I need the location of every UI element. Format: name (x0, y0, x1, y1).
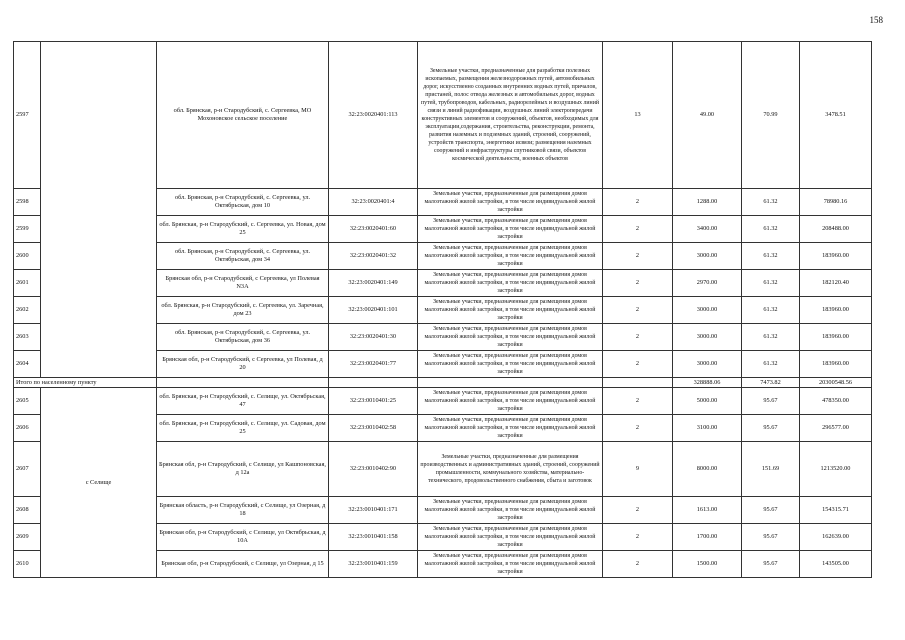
rate-cell: 95.67 (742, 415, 800, 442)
total-cad-cell (329, 378, 418, 388)
address-cell: обл. Брянская, р-н Стародубский, с. Сергеевка, ул. Октябрьская, дом 36 (157, 324, 329, 351)
row-number: 2599 (14, 216, 41, 243)
row-number: 2601 (14, 270, 41, 297)
area-cell: 3000.00 (673, 297, 742, 324)
land-use-type-cell: Земельные участки, предназначенные для размещения домов малоэтажной жилой застройки, в том числе индивидуальной жилой застройки (418, 189, 603, 216)
total-row (14, 378, 872, 388)
rate-cell: 95.67 (742, 524, 800, 551)
cadastral-number-cell: 32:23:0020401:32 (329, 243, 418, 270)
cadastral-value-cell: 162639.00 (800, 524, 872, 551)
row-number: 2610 (14, 551, 41, 578)
class-code-cell: 2 (603, 351, 673, 378)
area-cell: 3400.00 (673, 216, 742, 243)
land-use-type-cell: Земельные участки, предназначенные для размещения домов малоэтажной жилой застройки, в том числе индивидуальной жилой застройки (418, 497, 603, 524)
total-class-cell (603, 378, 673, 388)
area-cell: 5000.00 (673, 388, 742, 415)
table-row (14, 388, 872, 415)
total-rate: 7473.82 (742, 378, 800, 388)
row-number: 2600 (14, 243, 41, 270)
row-number: 2603 (14, 324, 41, 351)
cadastral-value-cell: 296577.00 (800, 415, 872, 442)
rate-cell: 61.32 (742, 189, 800, 216)
area-cell: 3000.00 (673, 324, 742, 351)
total-label: Итого по населенному пункту (14, 378, 157, 388)
rate-cell: 95.67 (742, 497, 800, 524)
cadastral-value-cell: 183960.00 (800, 324, 872, 351)
total-address-cell (157, 378, 329, 388)
rate-cell: 61.32 (742, 270, 800, 297)
cadastral-value-cell: 3478.51 (800, 42, 872, 189)
cadastral-number-cell: 32:23:0020401:101 (329, 297, 418, 324)
rate-cell: 61.32 (742, 243, 800, 270)
cadastral-number-cell: 32:23:0020401:113 (329, 42, 418, 189)
address-cell: обл. Брянская, р-н Стародубский, с. Сергеевка, ул. Новая, дом 25 (157, 216, 329, 243)
cadastral-number-cell: 32:23:0020401:4 (329, 189, 418, 216)
address-cell: обл. Брянская, р-н Стародубский, с. Сергеевка, ул. Октябрьская, дом 10 (157, 189, 329, 216)
cadastral-value-table (13, 41, 872, 578)
address-cell: Брянская обл, р-н Стародубский, с Сергеевка, ул Полевая, д 20 (157, 351, 329, 378)
area-cell: 8000.00 (673, 442, 742, 497)
land-use-type-cell: Земельные участки, предназначенные для размещения домов малоэтажной жилой застройки, в том числе индивидуальной жилой застройки (418, 270, 603, 297)
address-cell: Брянская обл, р-н Стародубский, с Сергеевка, ул Полевая N3А (157, 270, 329, 297)
row-number: 2598 (14, 189, 41, 216)
land-use-type-cell: Земельные участки, предназначенные для размещения домов малоэтажной жилой застройки, в том числе индивидуальной жилой застройки (418, 551, 603, 578)
area-cell: 2970.00 (673, 270, 742, 297)
rate-cell: 61.32 (742, 324, 800, 351)
cadastral-value-cell: 183960.00 (800, 351, 872, 378)
cadastral-number-cell: 32:23:0020401:30 (329, 324, 418, 351)
address-cell: Брянская обл, р-н Стародубский, с Селище, ул Кашпоновская, д 12а (157, 442, 329, 497)
rate-cell: 61.32 (742, 351, 800, 378)
cadastral-value-cell: 182120.40 (800, 270, 872, 297)
cadastral-number-cell: 32:23:0020401:149 (329, 270, 418, 297)
class-code-cell: 2 (603, 497, 673, 524)
address-cell: обл. Брянская, р-н Стародубский, с. Селище, ул. Октябрьская, 47 (157, 388, 329, 415)
row-number: 2606 (14, 415, 41, 442)
cadastral-number-cell: 32:23:0010401:25 (329, 388, 418, 415)
total-type-cell (418, 378, 603, 388)
cadastral-number-cell: 32:23:0010402:58 (329, 415, 418, 442)
address-cell: Брянская обл, р-н Стародубский, с Селище, ул Озерная, д 15 (157, 551, 329, 578)
address-cell: обл. Брянская, р-н Стародубский, с. Сергеевка, ул. Заречная, дом 23 (157, 297, 329, 324)
cadastral-value-cell: 78980.16 (800, 189, 872, 216)
cadastral-number-cell: 32:23:0020401:77 (329, 351, 418, 378)
class-code-cell: 2 (603, 551, 673, 578)
class-code-cell: 13 (603, 42, 673, 189)
class-code-cell: 2 (603, 388, 673, 415)
class-code-cell: 2 (603, 524, 673, 551)
land-use-type-cell: Земельные участки, предназначенные для размещения домов малоэтажной жилой застройки, в том числе индивидуальной жилой застройки (418, 297, 603, 324)
cadastral-value-cell: 183960.00 (800, 297, 872, 324)
area-cell: 1288.00 (673, 189, 742, 216)
land-use-type-cell: Земельные участки, предназначенные для размещения домов малоэтажной жилой застройки, в том числе индивидуальной жилой застройки (418, 524, 603, 551)
address-cell: обл. Брянская, р-н Стародубский, с. Сергеевка, ул. Октябрьская, дом 34 (157, 243, 329, 270)
land-use-type-cell: Земельные участки, предназначенные для размещения домов малоэтажной жилой застройки, в том числе индивидуальной жилой застройки (418, 324, 603, 351)
area-cell: 49.00 (673, 42, 742, 189)
settlement-name-cell: с Селище (41, 388, 157, 578)
address-cell: Брянская область, р-н Стародубский, с Селище, ул Озерная, д 18 (157, 497, 329, 524)
land-use-type-cell: Земельные участки, предназначенные для размещения домов малоэтажной жилой застройки, в том числе индивидуальной жилой застройки (418, 415, 603, 442)
rate-cell: 61.32 (742, 216, 800, 243)
address-cell: Брянская обл, р-н Стародубский, с Селище, ул Октябрьская, д 10А (157, 524, 329, 551)
land-use-type-cell: Земельные участки, предназначенные для размещения производственных и административных зданий, строений, сооружений промышленности, коммунального хозяйства, материально-технического, продовольственного снабжения, сбыта и заготовок (418, 442, 603, 497)
class-code-cell: 9 (603, 442, 673, 497)
page-number: 158 (869, 15, 883, 25)
row-number: 2609 (14, 524, 41, 551)
class-code-cell: 2 (603, 216, 673, 243)
area-cell: 3100.00 (673, 415, 742, 442)
cadastral-number-cell: 32:23:0010401:159 (329, 551, 418, 578)
row-number: 2608 (14, 497, 41, 524)
class-code-cell: 2 (603, 415, 673, 442)
cadastral-value-cell: 143505.00 (800, 551, 872, 578)
land-use-type-cell: Земельные участки, предназначенные для размещения домов малоэтажной жилой застройки, в том числе индивидуальной жилой застройки (418, 351, 603, 378)
row-number: 2605 (14, 388, 41, 415)
rate-cell: 61.32 (742, 297, 800, 324)
land-use-type-cell: Земельные участки, предназначенные для размещения домов малоэтажной жилой застройки, в том числе индивидуальной жилой застройки (418, 388, 603, 415)
cadastral-value-cell: 478350.00 (800, 388, 872, 415)
row-number: 2604 (14, 351, 41, 378)
table-row (14, 42, 872, 189)
settlement-name-cell (41, 42, 157, 378)
row-number: 2602 (14, 297, 41, 324)
area-cell: 1700.00 (673, 524, 742, 551)
cadastral-value-cell: 154315.71 (800, 497, 872, 524)
class-code-cell: 2 (603, 189, 673, 216)
total-area: 328888.06 (673, 378, 742, 388)
cadastral-value-cell: 1213520.00 (800, 442, 872, 497)
settlement-b-rows (14, 388, 872, 578)
address-cell: обл. Брянская, р-н Стародубский, с. Селище, ул. Садовая, дом 25 (157, 415, 329, 442)
rate-cell: 95.67 (742, 388, 800, 415)
address-cell: обл. Брянская, р-н Стародубский, с. Сергеевка, МО Мохоновское сельское поселение (157, 42, 329, 189)
land-use-type-cell: Земельные участки, предназначенные для размещения домов малоэтажной жилой застройки, в том числе индивидуальной жилой застройки (418, 243, 603, 270)
rate-cell: 151.69 (742, 442, 800, 497)
row-number: 2607 (14, 442, 41, 497)
area-cell: 1500.00 (673, 551, 742, 578)
area-cell: 3000.00 (673, 351, 742, 378)
class-code-cell: 2 (603, 324, 673, 351)
area-cell: 3000.00 (673, 243, 742, 270)
cadastral-number-cell: 32:23:0010402:90 (329, 442, 418, 497)
settlement-total (14, 378, 872, 388)
area-cell: 1613.00 (673, 497, 742, 524)
cadastral-number-cell: 32:23:0010401:171 (329, 497, 418, 524)
class-code-cell: 2 (603, 297, 673, 324)
cadastral-number-cell: 32:23:0010401:158 (329, 524, 418, 551)
row-number: 2597 (14, 42, 41, 189)
cadastral-number-cell: 32:23:0020401:60 (329, 216, 418, 243)
rate-cell: 95.67 (742, 551, 800, 578)
rate-cell: 70.99 (742, 42, 800, 189)
total-value: 20300548.56 (800, 378, 872, 388)
cadastral-value-cell: 208488.00 (800, 216, 872, 243)
land-use-type-cell: Земельные участки, предназначенные для разработки полезных ископаемых, размещения железнодорожных путей, автомобильных дорог, искусственно созданных внутренних водных путей, причалов, пристаней, полос отвода железных и автомобильных дорог, водных путей, трубопроводов, кабельных, радиорелейных и воздушных линий связи и линий радиофикации, воздушных линий электропередачи конструктивных элементов и сооружений, объектов, необходимых для эксплуатации,содержания, строительства, реконструкции, ремонта, развития наземных и подземных зданий, строений, сооружений, устройств транспорта, энергетики исвязи; размещения наземных сооружений и инфраструктуры спутниковой связи, объектов космической деятельности, военных объектов (418, 42, 603, 189)
class-code-cell: 2 (603, 270, 673, 297)
cadastral-value-cell: 183960.00 (800, 243, 872, 270)
class-code-cell: 2 (603, 243, 673, 270)
settlement-a-rows (14, 42, 872, 378)
land-use-type-cell: Земельные участки, предназначенные для размещения домов малоэтажной жилой застройки, в том числе индивидуальной жилой застройки (418, 216, 603, 243)
